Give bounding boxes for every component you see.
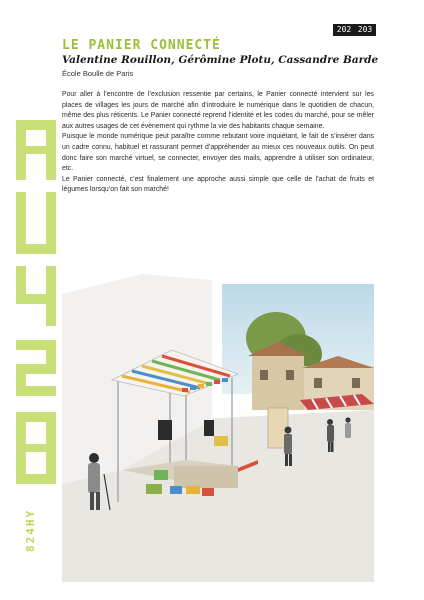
market-scene-illustration — [62, 270, 374, 582]
side-code-label — [18, 498, 48, 558]
paragraph-2: Puisque le monde numérique peut paraître comme rebutant voire inquiétant, le fait de s’insérer dans un cadre connu, habituel et rassurant permet d’appréhender au mieux ces nouveaux outils. On peut donc faire son marché virtuel, se connecter, envoyer des mails, apprendre à utiliser son ordinateur, etc. — [62, 133, 374, 173]
page-number-right: 203 — [354, 24, 376, 36]
project-school: École Boulle de Paris — [62, 69, 134, 78]
side-code-text: 824HY — [24, 508, 37, 552]
project-description — [62, 90, 374, 196]
paragraph-1: Pour aller à l’encontre de l’exclusion ressentie par certains, le Panier connecté intervient sur les places de villages les jours de marché afin d’introduire le numérique dans le quotidien de chacun, même des plus réticents. Le Panier connecté reprend l’identité et les codes du marché, pour se mêler aux autres usages de cet évènement qui rythme la vie des habitants chaque semaine. — [62, 91, 374, 130]
project-authors: Valentine Rouillon, Gérômine Plotu, Cassandre Barde — [62, 54, 379, 66]
paragraph-3: Le Panier connecté, c’est finalement une approche aussi simple que celle de l’achat de fruits et légumes lorsqu’on fait son marché! — [62, 175, 374, 194]
pixel-code-graphic — [14, 120, 58, 490]
page-number-left: 202 — [333, 24, 355, 36]
project-title: LE PANIER CONNECTÉ — [62, 38, 221, 53]
